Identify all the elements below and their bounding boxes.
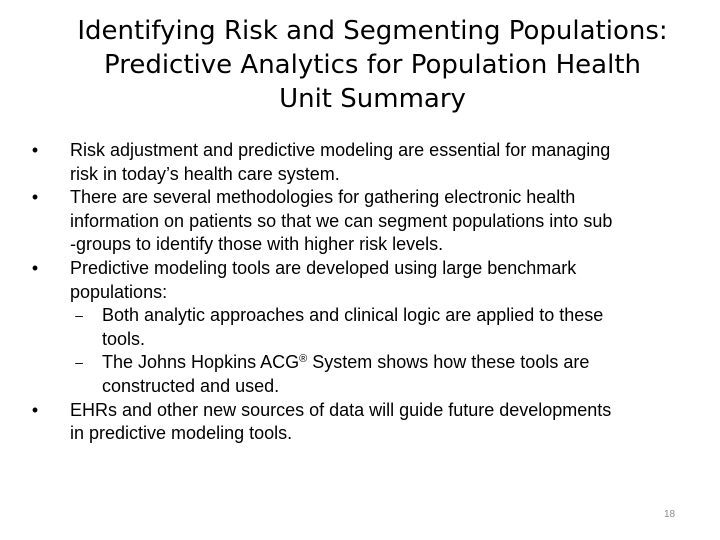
slide-title bbox=[40, 14, 705, 116]
bullet-marker: • bbox=[31, 140, 39, 160]
sub-bullet-marker: – bbox=[75, 354, 83, 371]
bullet-item bbox=[28, 399, 688, 446]
bullet-text-line: Predictive modeling tools are developed using large benchmark bbox=[70, 257, 577, 278]
sub-bullet-text-line: Both analytic approaches and clinical logic are applied to these bbox=[102, 305, 604, 326]
bullet-item bbox=[28, 257, 688, 399]
sub-bullet-text-line: tools. bbox=[102, 328, 146, 349]
bullet-text-line: Risk adjustment and predictive modeling are essential for managing bbox=[70, 140, 611, 160]
bullet-text-line: information on patients so that we can segment populations into sub bbox=[70, 210, 613, 231]
bullet-item bbox=[28, 139, 688, 186]
bullet-text-line: populations: bbox=[70, 281, 168, 302]
page-number: 18 bbox=[664, 509, 676, 520]
sub-bullet-marker: – bbox=[75, 307, 83, 324]
bullet-text-line: risk in today’s health care system. bbox=[70, 163, 340, 184]
bullet-text-line: -groups to identify those with higher risk levels. bbox=[70, 234, 444, 255]
bullet-marker: • bbox=[31, 399, 39, 420]
sub-bullet-item bbox=[70, 304, 688, 351]
title-line: Unit Summary bbox=[279, 84, 466, 114]
bullet-marker: • bbox=[31, 257, 39, 278]
sub-bullet-item bbox=[70, 351, 688, 398]
bullet-text-line: in predictive modeling tools. bbox=[70, 423, 293, 444]
bullet-list bbox=[28, 139, 688, 446]
sub-bullet-text-before: The Johns Hopkins ACG bbox=[102, 352, 300, 373]
bullet-text-line: There are several methodologies for gathering electronic health bbox=[70, 187, 576, 208]
bullet-marker: • bbox=[31, 187, 39, 208]
sub-bullet-text-line: constructed and used. bbox=[102, 375, 280, 396]
sub-bullet-list bbox=[70, 304, 688, 398]
registered-mark: ® bbox=[299, 353, 308, 366]
sub-bullet-text-after: System shows how these tools are bbox=[307, 352, 590, 373]
title-line: Predictive Analytics for Population Health bbox=[103, 50, 641, 80]
bullet-text-line: EHRs and other new sources of data will guide future developments bbox=[70, 399, 612, 420]
title-line: Identifying Risk and Segmenting Populations: bbox=[77, 16, 668, 46]
bullet-item bbox=[28, 186, 688, 257]
